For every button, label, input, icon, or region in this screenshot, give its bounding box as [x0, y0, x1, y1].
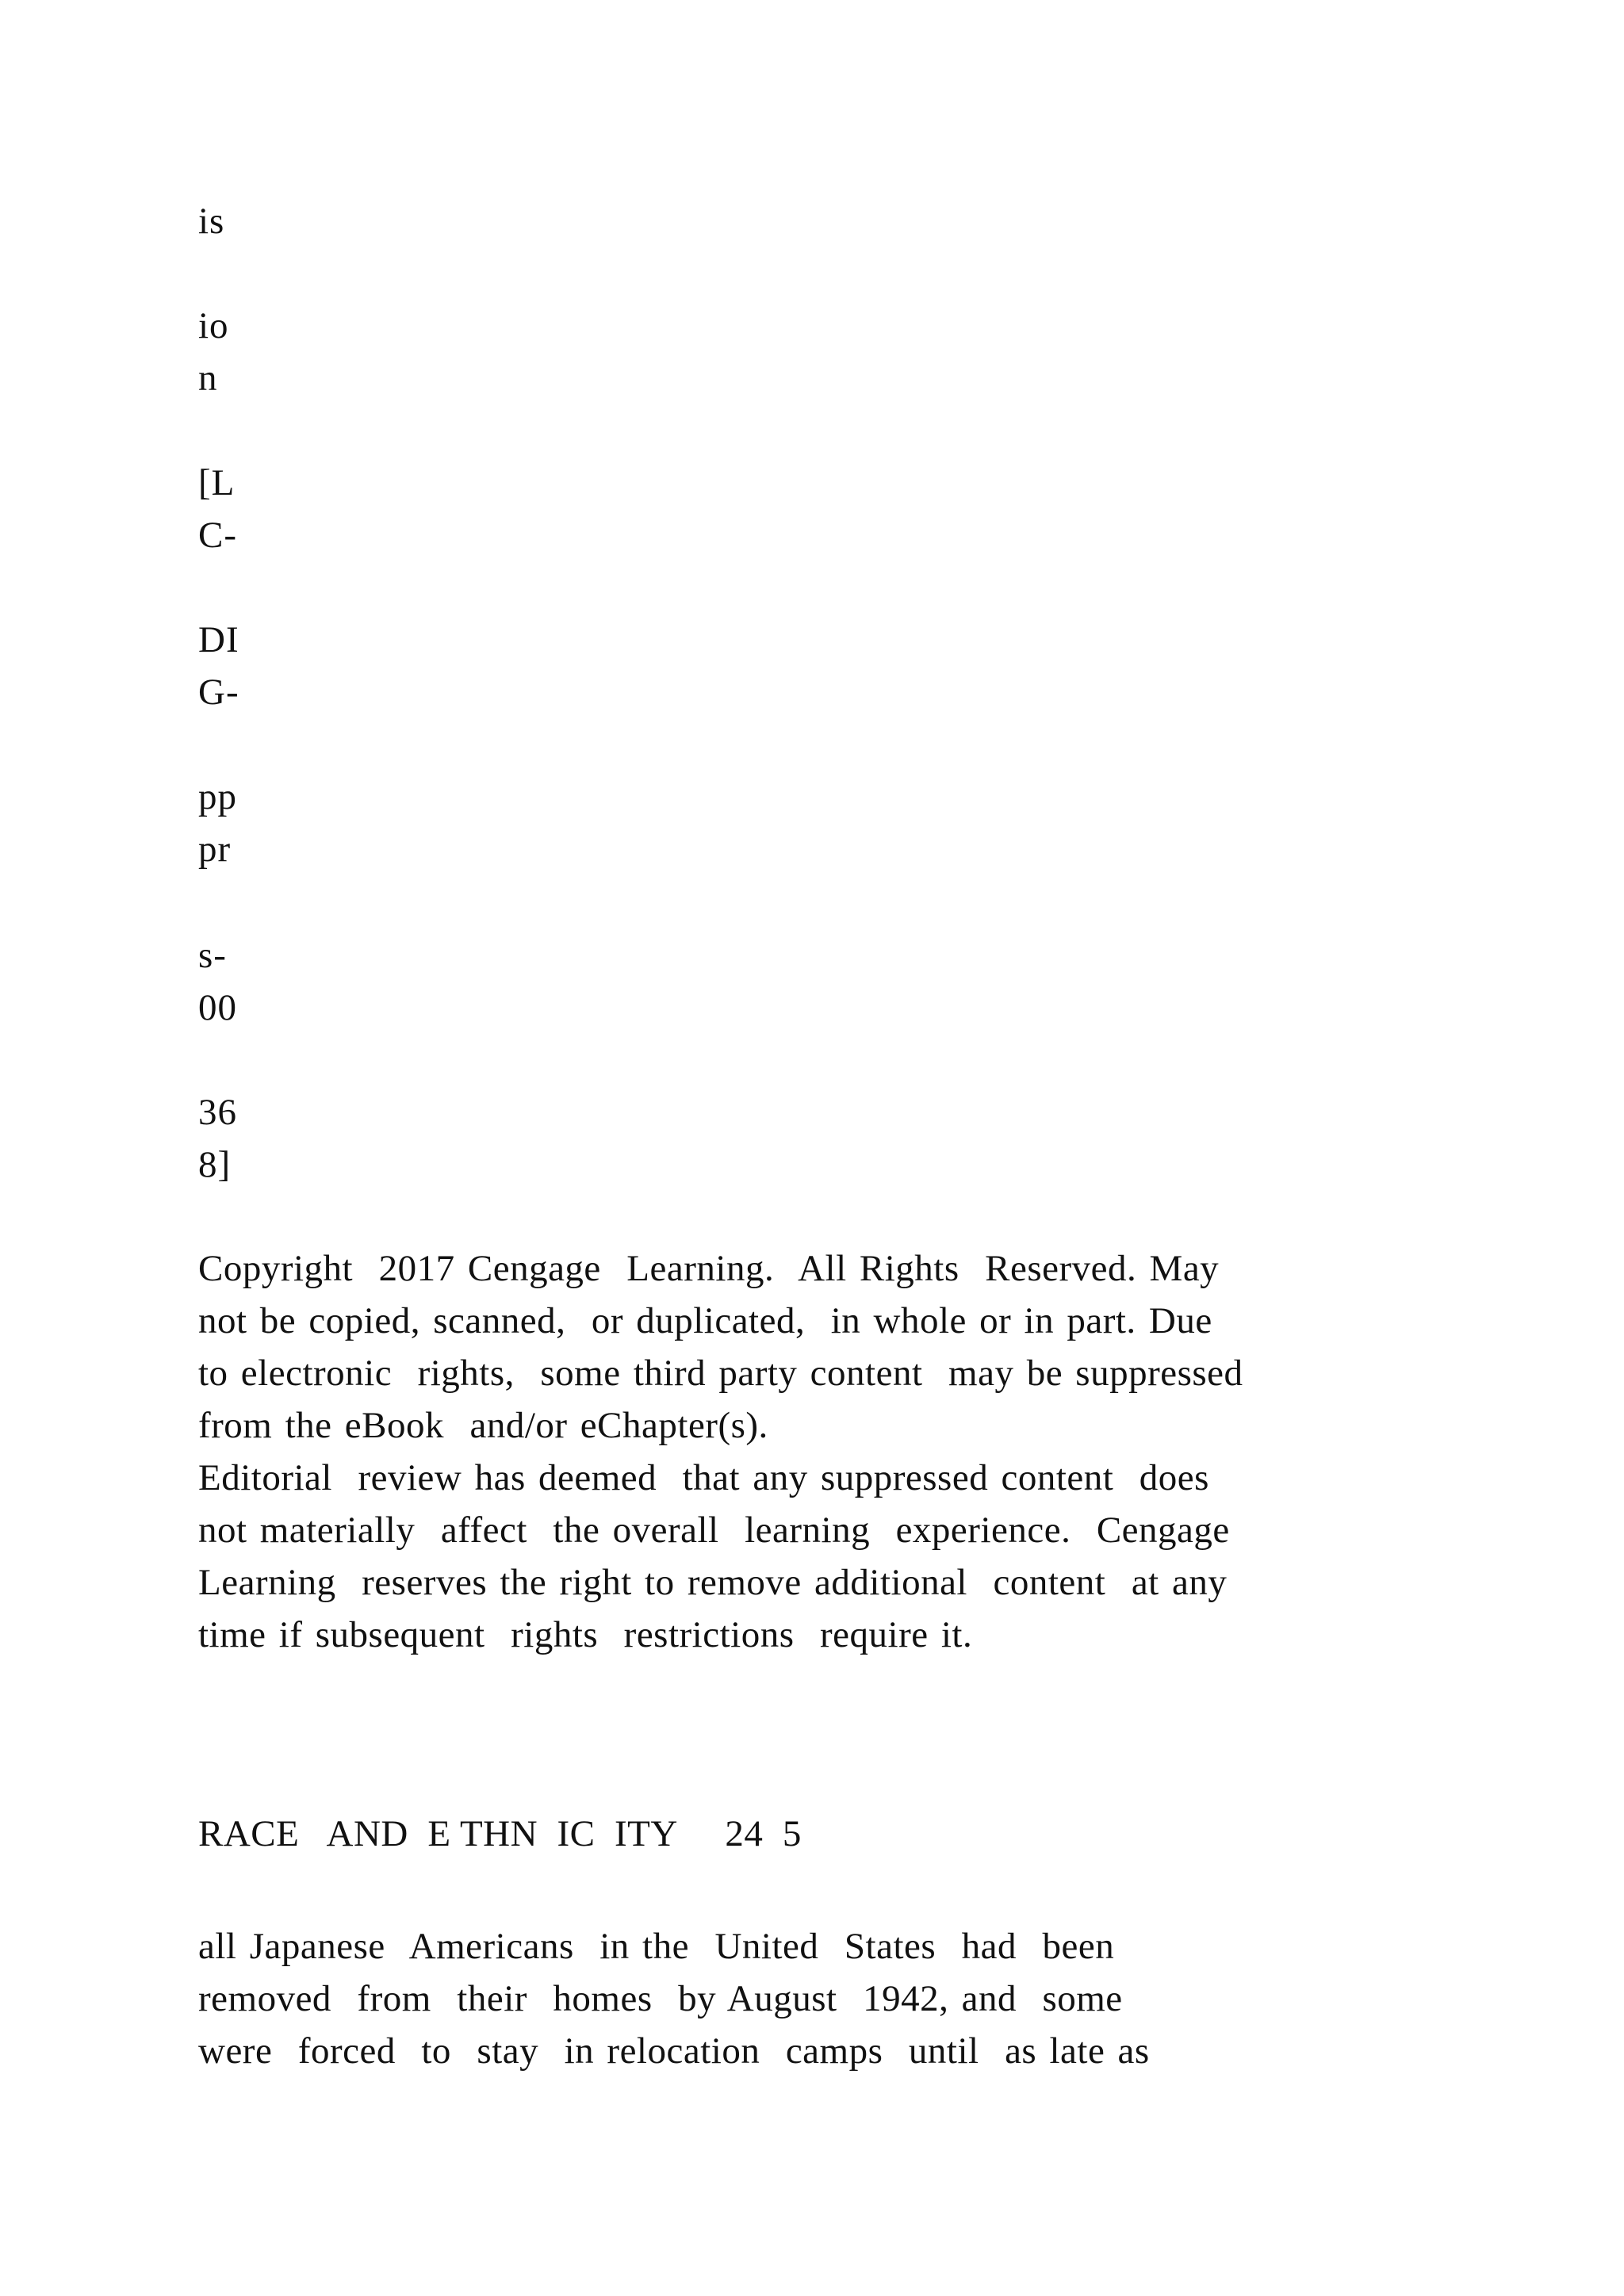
copyright-line: not be copied, scanned, or duplicated, in whole or in part. Due	[198, 1300, 1212, 1341]
fragment-line: [L	[198, 462, 236, 503]
fragment-line: 8]	[198, 1144, 232, 1185]
fragment-line: s-	[198, 935, 227, 976]
copyright-line: Copyright 2017 Cengage Learning. All Rights Reserved. May	[198, 1248, 1220, 1289]
copyright-line: Learning reserves the right to remove additional content at any	[198, 1562, 1228, 1603]
body-paragraph	[198, 1920, 1150, 2077]
fragment-line: is	[198, 201, 225, 242]
copyright-line: from the eBook and/or eChapter(s).	[198, 1405, 768, 1446]
margin-fragment	[198, 300, 229, 404]
copyright-line: to electronic rights, some third party content may be suppressed	[198, 1353, 1243, 1394]
margin-fragment	[198, 1086, 237, 1191]
margin-fragment	[198, 195, 224, 247]
fragment-line: C-	[198, 515, 237, 556]
body-line: all Japanese Americans in the United States had been	[198, 1926, 1115, 1967]
margin-fragment	[198, 614, 239, 718]
fragment-line: pp	[198, 776, 237, 817]
fragment-line: G-	[198, 672, 239, 713]
copyright-line: Editorial review has deemed that any suppressed content does	[198, 1457, 1209, 1498]
copyright-line: not materially affect the overall learning experience. Cengage	[198, 1510, 1230, 1551]
margin-fragment	[198, 771, 237, 875]
margin-fragment	[198, 929, 237, 1034]
body-line: were forced to stay in relocation camps until as late as	[198, 2030, 1150, 2072]
copyright-notice	[198, 1242, 1243, 1661]
fragment-line: pr	[198, 828, 232, 870]
running-header: RACE AND E THN IC ITY 24 5	[198, 1813, 802, 1854]
margin-fragment	[198, 457, 237, 561]
fragment-line: n	[198, 358, 218, 399]
body-line: removed from their homes by August 1942, and some	[198, 1978, 1123, 2019]
fragment-line: io	[198, 305, 229, 346]
fragment-line: 36	[198, 1092, 237, 1133]
copyright-line: time if subsequent rights restrictions require it.	[198, 1614, 973, 1655]
fragment-line: 00	[198, 987, 237, 1028]
fragment-line: DI	[198, 619, 239, 660]
